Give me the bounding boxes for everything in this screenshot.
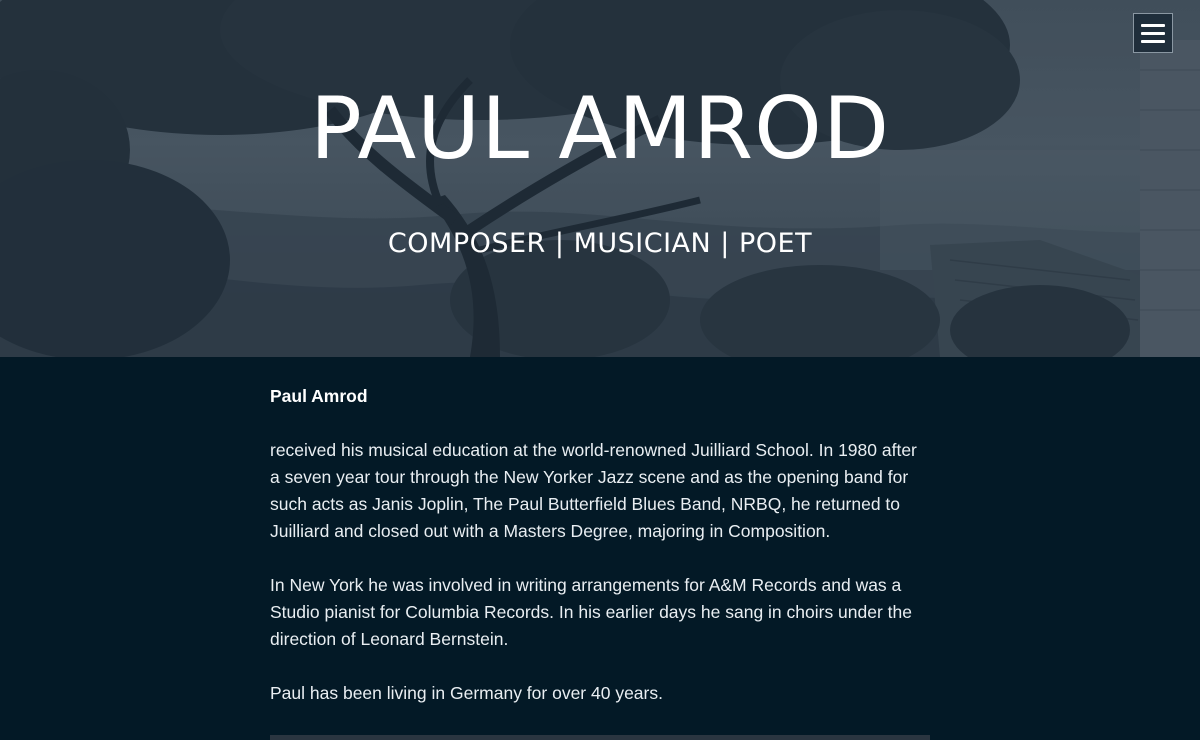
hamburger-menu-icon-bar-bottom: [1141, 40, 1165, 43]
biography-paragraph-germany: Paul has been living in Germany for over 40 years.: [270, 683, 663, 703]
hamburger-menu-icon-bar-middle: [1141, 32, 1165, 35]
hamburger-menu-icon-bar-top: [1141, 24, 1165, 27]
media-preview-edge: [270, 735, 930, 740]
site-subtitle: COMPOSER | MUSICIAN | POET: [387, 228, 813, 259]
biography-section: [270, 357, 930, 707]
biography-name: Paul Amrod: [270, 386, 368, 406]
hero-banner: [0, 0, 1200, 357]
biography-paragraph-education: received his musical education at the world-renowned Juilliard School. In 1980 after a seven year tour through the New Yorker Jazz scene and as the opening band for such acts as Janis Joplin, The Paul Butterfield Blues Band, NRBQ, he returned to Juilliard and closed out with a Masters Degree, majoring in Composition.: [270, 440, 917, 541]
biography-paragraph-new-york: In New York he was involved in writing arrangements for A&M Records and was a Studio pianist for Columbia Records. In his earlier days he sang in choirs under the direction of Leonard Bernstein.: [270, 575, 913, 649]
menu-button[interactable]: [1133, 13, 1173, 53]
site-title: PAUL AMROD: [309, 79, 891, 179]
